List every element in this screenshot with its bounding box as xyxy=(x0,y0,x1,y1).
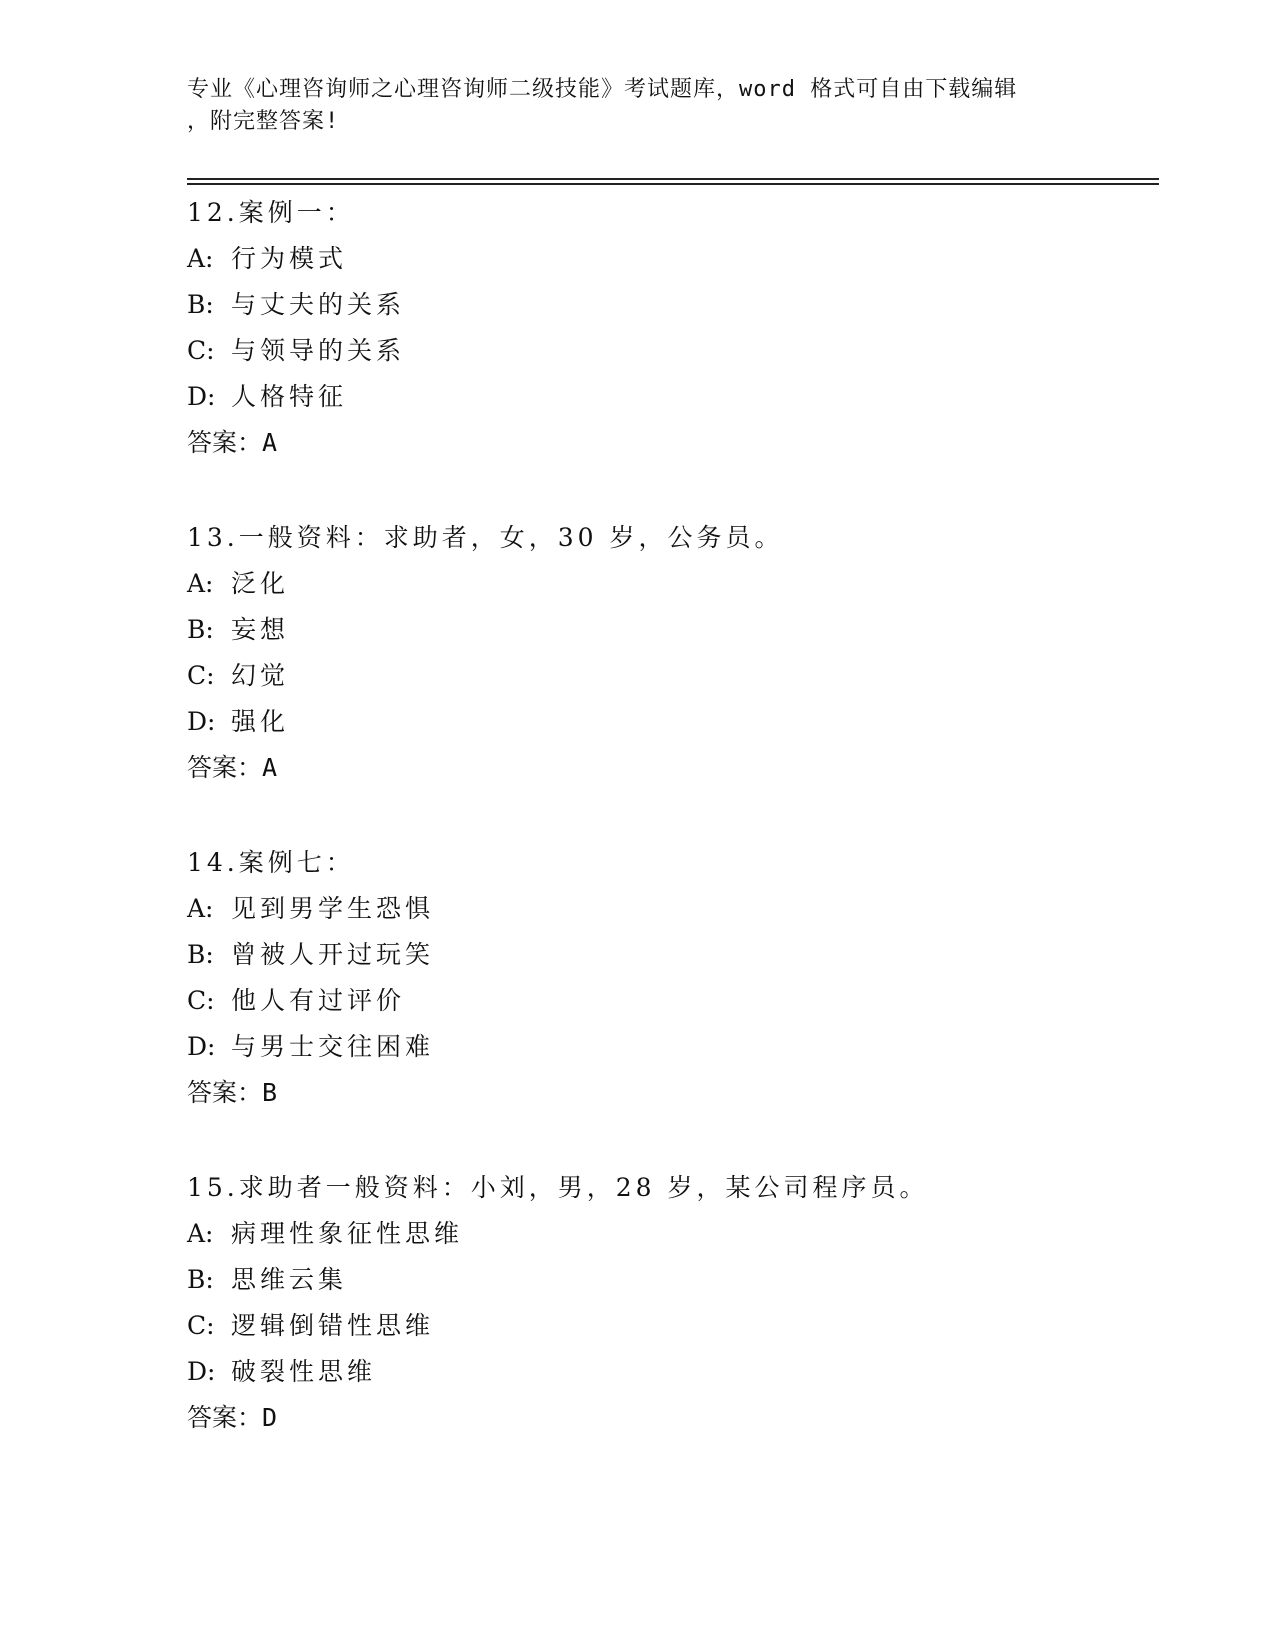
option-text: 逻辑倒错性思维 xyxy=(231,1311,435,1340)
option-text: 与领导的关系 xyxy=(231,336,406,365)
option-letter: D: xyxy=(187,707,216,736)
option-a xyxy=(187,561,1167,607)
question-stem: 13.一般资料：求助者，女，30 岁，公务员。 xyxy=(187,523,784,552)
option-letter: C: xyxy=(187,1311,215,1340)
option-b xyxy=(187,932,1167,978)
option-letter: B: xyxy=(187,940,214,969)
answer-value: A xyxy=(262,428,278,457)
question-stem: 15.求助者一般资料：小刘，男，28 岁，某公司程序员。 xyxy=(187,1173,929,1202)
option-text: 幻觉 xyxy=(231,661,290,690)
question-list xyxy=(187,190,1167,1490)
question-15 xyxy=(187,1165,1167,1441)
option-letter: C: xyxy=(187,986,215,1015)
answer-line xyxy=(187,1070,1167,1116)
option-d xyxy=(187,1024,1167,1070)
option-b xyxy=(187,1257,1167,1303)
option-letter: B: xyxy=(187,290,214,319)
option-text: 思维云集 xyxy=(231,1265,348,1294)
header-line-1: 专业《心理咨询师之心理咨询师二级技能》考试题库，word 格式可自由下载编辑 xyxy=(187,77,1018,102)
option-text: 人格特征 xyxy=(231,382,348,411)
question-14 xyxy=(187,840,1167,1116)
answer-label: 答案： xyxy=(187,753,263,782)
answer-label: 答案： xyxy=(187,1403,263,1432)
option-text: 强化 xyxy=(231,707,290,736)
option-text: 见到男学生恐惧 xyxy=(231,894,435,923)
option-text: 行为模式 xyxy=(231,244,348,273)
question-stem: 14.案例七： xyxy=(187,848,355,877)
answer-label: 答案： xyxy=(187,428,263,457)
question-13 xyxy=(187,515,1167,791)
option-c xyxy=(187,1303,1167,1349)
option-text: 他人有过评价 xyxy=(231,986,406,1015)
answer-line xyxy=(187,420,1167,466)
option-b xyxy=(187,282,1167,328)
option-letter: C: xyxy=(187,336,215,365)
option-d xyxy=(187,374,1167,420)
option-letter: B: xyxy=(187,615,214,644)
option-text: 破裂性思维 xyxy=(231,1357,377,1386)
option-text: 妄想 xyxy=(231,615,290,644)
option-letter: A: xyxy=(187,244,214,273)
answer-value: B xyxy=(262,1078,278,1107)
option-b xyxy=(187,607,1167,653)
header-line-2: ，附完整答案! xyxy=(187,109,340,134)
option-letter: A: xyxy=(187,1219,214,1248)
option-letter: A: xyxy=(187,894,214,923)
option-letter: C: xyxy=(187,661,215,690)
document-header xyxy=(187,74,1087,138)
answer-line xyxy=(187,745,1167,791)
option-c xyxy=(187,978,1167,1024)
option-text: 曾被人开过玩笑 xyxy=(231,940,435,969)
header-divider-top xyxy=(187,178,1159,180)
option-text: 与丈夫的关系 xyxy=(231,290,406,319)
option-a xyxy=(187,886,1167,932)
option-c xyxy=(187,653,1167,699)
header-divider-bottom xyxy=(187,183,1159,185)
question-stem: 12.案例一： xyxy=(187,198,355,227)
option-a xyxy=(187,236,1167,282)
option-letter: D: xyxy=(187,1032,216,1061)
option-letter: D: xyxy=(187,382,216,411)
answer-value: A xyxy=(262,753,278,782)
answer-line xyxy=(187,1395,1167,1441)
answer-value: D xyxy=(262,1403,278,1432)
option-a xyxy=(187,1211,1167,1257)
option-text: 泛化 xyxy=(231,569,290,598)
option-c xyxy=(187,328,1167,374)
option-d xyxy=(187,699,1167,745)
option-letter: A: xyxy=(187,569,214,598)
option-text: 病理性象征性思维 xyxy=(231,1219,464,1248)
question-12 xyxy=(187,190,1167,466)
option-text: 与男士交往困难 xyxy=(231,1032,435,1061)
option-d xyxy=(187,1349,1167,1395)
option-letter: B: xyxy=(187,1265,214,1294)
answer-label: 答案： xyxy=(187,1078,263,1107)
option-letter: D: xyxy=(187,1357,216,1386)
